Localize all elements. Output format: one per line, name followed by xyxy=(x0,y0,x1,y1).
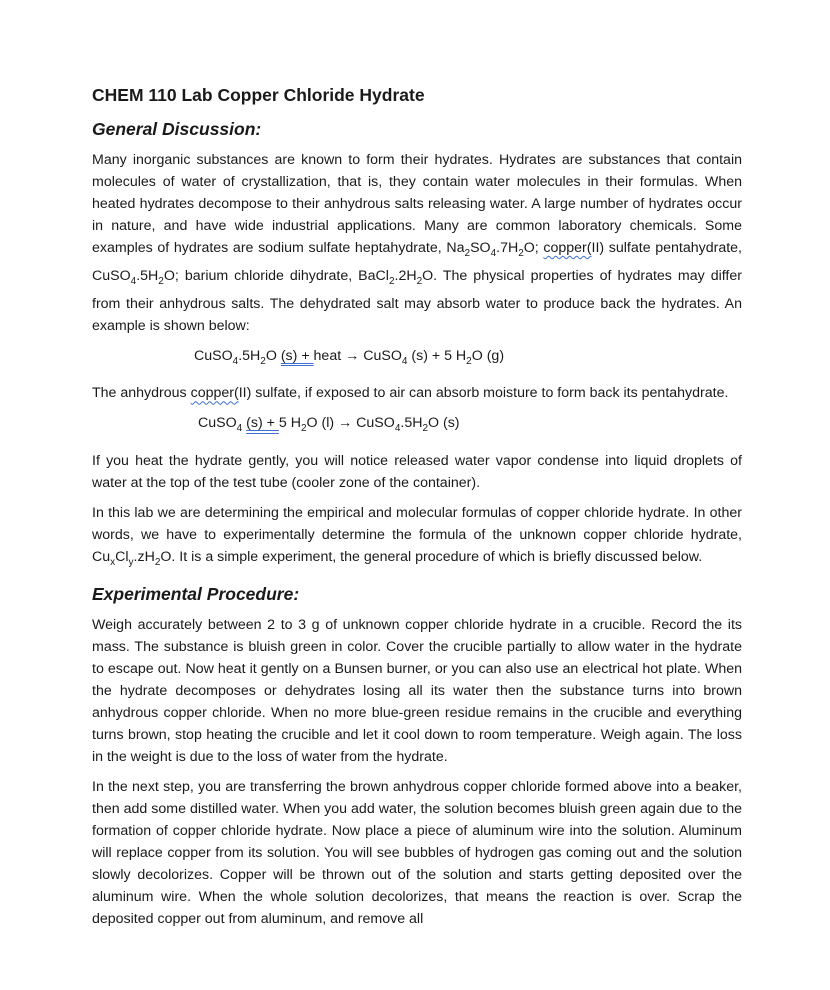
text-run: .zH xyxy=(133,549,155,566)
subscript: 2 xyxy=(464,247,471,259)
subscript: y xyxy=(128,557,134,569)
paragraph-hydrates-intro xyxy=(92,149,742,337)
text-run: .7H xyxy=(496,240,519,256)
text-run: O (g) xyxy=(471,347,505,364)
subscript: 2 xyxy=(416,275,423,287)
grammar-underline: (s) + xyxy=(280,347,314,364)
subscript: 2 xyxy=(158,275,164,287)
text-run: Many inorganic substances are known to form their hydrates. Hydrates are substances that contain molecules of water of crystallization, that is, they contain water molecules in their formulas. When heated hydrates decompose to their anhydrous salts releasing water. A large number of hydrates occur in nature, and have wide industrial applications. Many are common laboratory chemicals. Some examples of hydrates are sodium sulfate heptahydrate, Na xyxy=(92,152,742,256)
paragraph-anhydrous xyxy=(92,382,742,404)
equation-rehydration xyxy=(92,412,742,440)
paragraph-aluminum-step: In the next step, you are transferring the brown anhydrous copper chloride formed above into a beaker, then add some distilled water. When you add water, the solution becomes bluish green again due to the formation of copper chloride hydrate. Now place a piece of aluminum wire into the solution. Aluminum will replace copper from its solution. You will see bubbles of hydrogen gas coming out and the solution slowly decolorizes. Copper will be thrown out of the solution and starts getting deposited over the aluminum wire. When the whole solution decolorizes, that means the reaction is over. Scrap the deposited copper out from aluminum, and remove all xyxy=(92,779,742,928)
document-title: CHEM 110 Lab Copper Chloride Hydrate xyxy=(92,85,425,105)
text-run: O; xyxy=(523,240,544,256)
grammar-underline: (s) + xyxy=(246,415,279,432)
spellcheck-underline: copper( xyxy=(190,385,239,402)
heading-experimental-procedure: Experimental Procedure: xyxy=(92,584,300,605)
subscript: 4 xyxy=(490,247,497,259)
text-run: II) sulfate pentahydrate, CuSO xyxy=(92,240,742,284)
heading-general-discussion: General Discussion: xyxy=(92,119,262,139)
text-run: CuSO xyxy=(198,415,237,432)
paragraph-weighing-step: Weigh accurately between 2 to 3 g of unknown copper chloride hydrate in a crucible. Record the its mass. The substance is bluish green in color. Cover the crucible partially to allow water in the hydrate to escape out. Now heat it gently on a Bunsen burner, or you can also use an electrical hot plate. When the hydrate decomposes or dehydrates losing all its water then the substance turns into brown anhydrous copper chloride. When no more blue-green residue remains in the crucible and everything turns brown, stop heating the crucible and let it cool down to room temperature. Weigh again. The loss in the weight is due to the loss of water from the hydrate. xyxy=(92,617,742,766)
text-run: O. The physical properties of hydrates may differ from their anhydrous salts. The dehydrated salt may absorb water to produce back the hydrates. An example is shown below: xyxy=(92,267,742,334)
subscript: 2 xyxy=(260,355,266,367)
text-run: O; barium chloride dihydrate, BaCl xyxy=(163,267,389,284)
subscript: 2 xyxy=(422,423,429,435)
text-run: O (l) → CuSO xyxy=(306,415,395,432)
subscript: 4 xyxy=(236,423,243,435)
text-run: .5H xyxy=(400,415,423,432)
paragraph-heating: If you heat the hydrate gently, you will notice released water vapor condense into liquid droplets of water at the top of the test tube (cooler zone of the container). xyxy=(92,453,742,492)
text-run: II) sulfate, if exposed to air can absorb moisture to form back its pentahydrate. xyxy=(238,385,729,402)
equation-dehydration xyxy=(92,345,742,373)
subscript: 2 xyxy=(300,423,307,435)
spellcheck-underline: copper( xyxy=(543,240,592,256)
subscript: 4 xyxy=(130,275,137,287)
text-run: O (s) xyxy=(428,415,460,432)
text-run: (s) + 5 H xyxy=(407,347,467,364)
text-run: O. It is a simple experiment, the general procedure of which is briefly discussed below. xyxy=(160,549,703,566)
text-run: heat → CuSO xyxy=(313,347,402,364)
subscript: 2 xyxy=(388,275,395,287)
text-run: .5H xyxy=(136,267,159,284)
text-run: .2H xyxy=(394,267,417,284)
subscript: 4 xyxy=(401,355,408,367)
subscript: 2 xyxy=(518,247,524,259)
subscript: 2 xyxy=(154,557,161,569)
text-run: SO xyxy=(470,240,491,256)
text-run: The anhydrous xyxy=(92,385,191,402)
text-run: Cl xyxy=(115,549,129,566)
text-run: 5 H xyxy=(278,415,301,432)
document-body xyxy=(92,82,742,938)
subscript: 4 xyxy=(232,355,239,367)
subscript: x xyxy=(110,557,116,569)
text-run: .5H xyxy=(238,347,261,364)
text-run: O xyxy=(265,347,281,364)
paragraph-lab-purpose xyxy=(92,502,742,574)
text-run: CuSO xyxy=(194,347,233,364)
subscript: 4 xyxy=(394,423,401,435)
subscript: 2 xyxy=(466,355,472,367)
text-run: In this lab we are determining the empirical and molecular formulas of copper chloride hydrate. In other words, we have to experimentally determine the formula of the unknown copper chloride hydrate, Cu xyxy=(92,505,742,566)
